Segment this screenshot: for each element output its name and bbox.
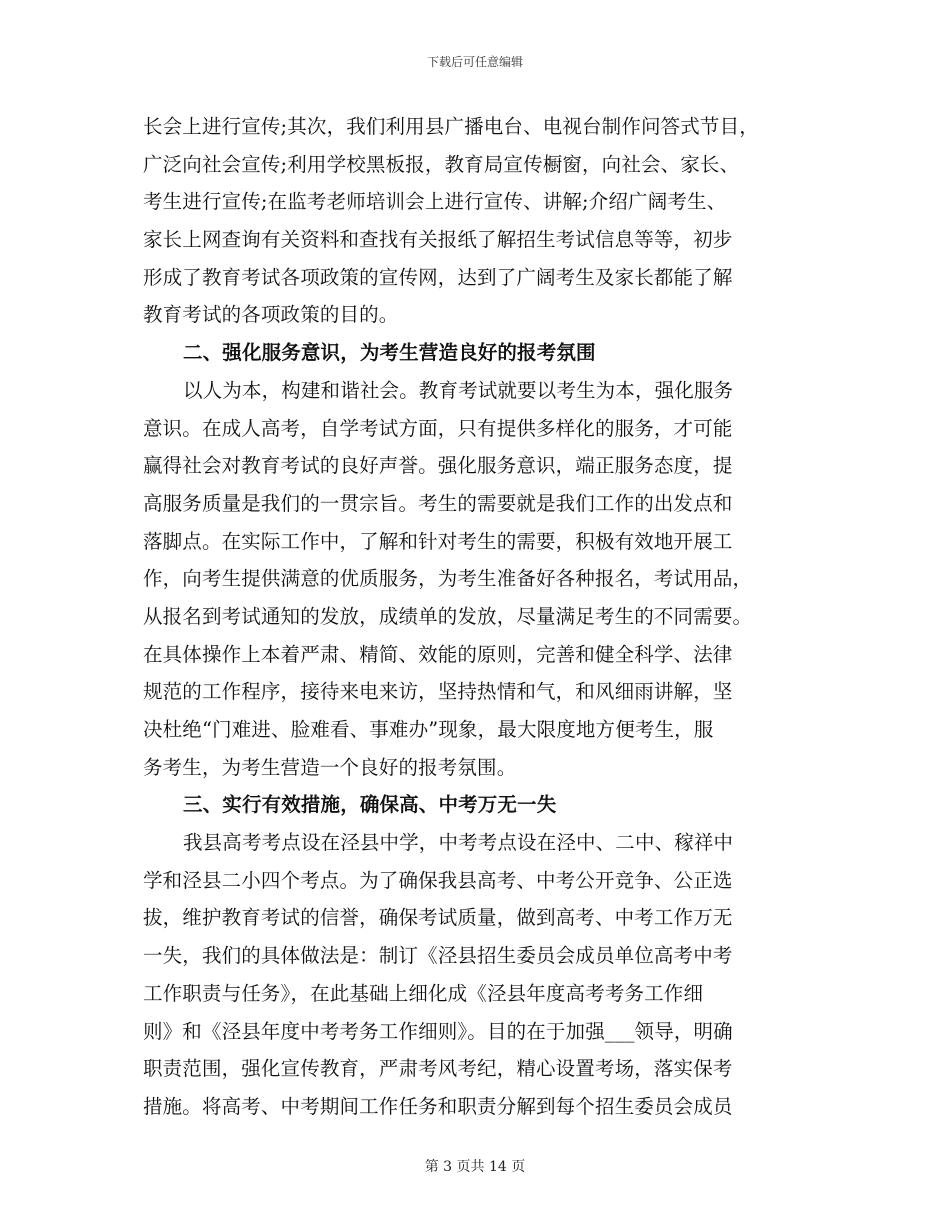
page-number: 第 3 页共 14 页 bbox=[424, 1159, 526, 1175]
document-body bbox=[143, 108, 823, 1126]
text-line: 一失，我们的具体做法是：制订《泾县招生委员会成员单位高考中考 bbox=[143, 944, 733, 968]
text-line: 形成了教育考试各项政策的宣传网，达到了广阔考生及家长都能了解 bbox=[143, 265, 733, 289]
text-line: 则》和《泾县年度中考考务工作细则》。目的在于加强___领导，明确 bbox=[143, 1019, 733, 1043]
text-line: 职责范围，强化宣传教育，严肃考风考纪，精心设置考场，落实保考 bbox=[143, 1057, 733, 1081]
text-line: 措施。将高考、中考期间工作任务和职责分解到每个招生委员会成员 bbox=[143, 1094, 733, 1118]
text-line: 赢得社会对教育考试的良好声誉。强化服务意识，端正服务态度，提 bbox=[143, 454, 733, 478]
text-line: 教育考试的各项政策的目的。 bbox=[143, 303, 399, 327]
text-line: 以人为本，构建和谐社会。教育考试就要以考生为本，强化服务 bbox=[183, 378, 734, 402]
page-header: 下载后可任意编辑 bbox=[426, 55, 523, 69]
text-line: 家长上网查询有关资料和查找有关报纸了解招生考试信息等等，初步 bbox=[143, 228, 733, 252]
text-line: 作，向考生提供满意的优质服务，为考生准备好各种报名，考试用品， bbox=[143, 567, 753, 591]
text-line: 考生进行宣传;在监考老师培训会上进行宣传、讲解;介绍广阔考生、 bbox=[143, 190, 727, 214]
section-heading: 三、实行有效措施，确保高、中考万无一失 bbox=[183, 793, 557, 817]
text-line: 高服务质量是我们的一贯宗旨。考生的需要就是我们工作的出发点和 bbox=[143, 491, 733, 515]
text-line: 决杜绝“门难进、脸难看、事难办”现象，最大限度地方便考生，服 bbox=[143, 718, 714, 741]
text-line: 从报名到考试通知的发放，成绩单的发放，尽量满足考生的不同需要。 bbox=[143, 604, 753, 628]
text-line: 务考生，为考生营造一个良好的报考氛围。 bbox=[143, 755, 517, 779]
text-line: 拔，维护教育考试的信誉，确保考试质量，做到高考、中考工作万无 bbox=[143, 906, 733, 930]
text-line: 在具体操作上本着严肃、精简、效能的原则，完善和健全科学、法律 bbox=[143, 642, 733, 666]
text-line: 学和泾县二小四个考点。为了确保我县高考、中考公开竞争、公正选 bbox=[143, 868, 733, 892]
text-line: 我县高考考点设在泾县中学，中考考点设在泾中、二中、稼祥中 bbox=[183, 831, 734, 855]
text-line: 落脚点。在实际工作中，了解和针对考生的需要，积极有效地开展工 bbox=[143, 529, 733, 553]
text-line: 工作职责与任务》，在此基础上细化成《泾县年度高考考务工作细 bbox=[143, 981, 704, 1005]
text-line: 广泛向社会宣传;利用学校黑板报，教育局宣传橱窗，向社会、家长、 bbox=[143, 152, 740, 176]
text-line: 规范的工作程序，接待来电来访，坚持热情和气，和风细雨讲解，坚 bbox=[143, 680, 733, 704]
text-line: 意识。在成人高考，自学考试方面，只有提供多样化的服务，才可能 bbox=[143, 416, 733, 440]
text-line: 长会上进行宣传;其次，我们利用县广播电台、电视台制作问答式节目， bbox=[143, 115, 759, 138]
section-heading: 二、强化服务意识，为考生营造良好的报考氛围 bbox=[183, 341, 596, 365]
